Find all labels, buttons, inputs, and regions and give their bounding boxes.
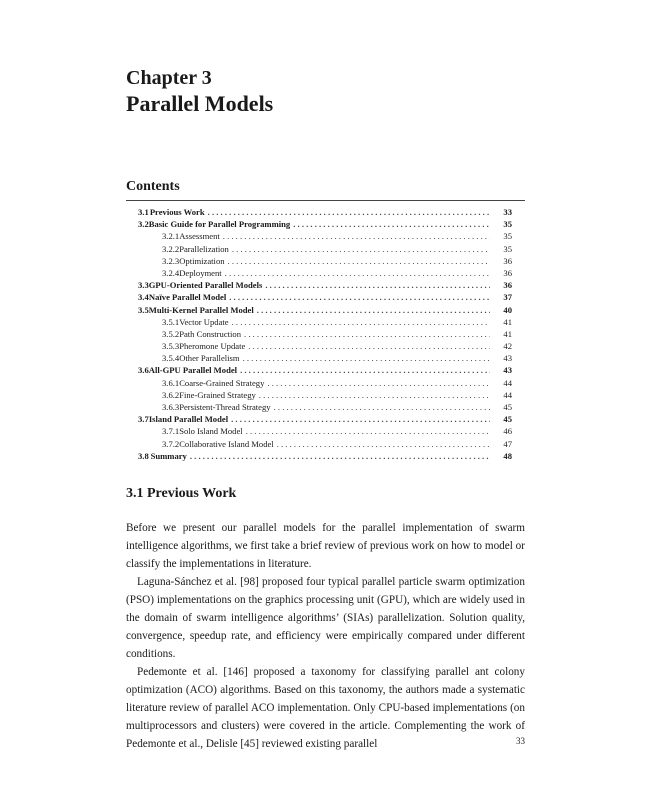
toc-dot-leader — [240, 364, 490, 376]
toc-entry-title: Coarse-Grained Strategy — [179, 377, 265, 388]
toc-dot-leader — [265, 279, 490, 291]
toc-entry — [126, 377, 512, 389]
toc-entry-page: 35 — [503, 219, 512, 230]
body-paragraph: Laguna-Sánchez et al. [98] proposed four typical parallel particle swarm optimization (PSO) implementations on the graphics processing unit (GPU), which are widely used in the domain of swarm intelligence algorithms’ (SIAs) parallelization. Solution quality, convergence, speedup rate, and efficiency were empirically compared under different conditions. — [126, 576, 525, 660]
toc-entry-page: 41 — [503, 316, 512, 327]
toc-entry-page: 35 — [503, 231, 512, 242]
toc-entry-number: 3.2.1 — [162, 231, 180, 242]
toc-entry-page: 36 — [503, 280, 512, 291]
toc-entry-title: Island Parallel Model — [148, 414, 229, 425]
toc-dot-leader — [190, 450, 490, 462]
toc-entry-page: 47 — [503, 438, 512, 449]
toc-entry-number: 3.2.2 — [162, 243, 180, 254]
toc-entry-title: Summary — [150, 450, 187, 461]
toc-entry-page: 37 — [503, 292, 512, 303]
toc-entry-page: 43 — [503, 365, 512, 376]
toc-entry-title: Multi-Kernel Parallel Model — [148, 304, 254, 315]
toc-entry-number: 3.7 — [138, 414, 149, 425]
toc-entry-page: 36 — [503, 267, 512, 278]
toc-entry — [126, 206, 512, 218]
toc-entry-number: 3.7.2 — [162, 438, 180, 449]
toc-entry-number: 3.6.3 — [162, 402, 180, 412]
toc-entry-number: 3.5.3 — [162, 341, 180, 352]
contents-divider — [126, 200, 525, 201]
body-paragraph: Pedemonte et al. [146] proposed a taxonomy for classifying parallel ant colony optimization (ACO) algorithms. Based on this taxonomy, the authors made a systematic literature review of parallel ACO implementation. Only CPU-based implementations (on multiprocessors and clusters) were covered in the article. Complementing the work of Pedemonte et al., Delisle [45] reviewed existing parallel — [126, 666, 525, 750]
toc-entry-number: 3.6.2 — [162, 389, 180, 400]
toc-entry-title: Solo Island Model — [179, 426, 243, 437]
toc-dot-leader — [277, 438, 490, 450]
toc-dot-leader — [223, 230, 490, 242]
toc-entry — [126, 328, 512, 340]
toc-entry — [126, 364, 512, 376]
toc-entry — [126, 255, 512, 267]
toc-dot-leader — [229, 291, 490, 303]
toc-entry — [126, 413, 512, 425]
table-of-contents — [126, 206, 512, 462]
toc-dot-leader — [248, 340, 490, 352]
toc-entry-page: 44 — [503, 377, 512, 388]
toc-dot-leader — [259, 389, 490, 401]
section-body — [126, 519, 525, 753]
toc-dot-leader — [225, 267, 490, 279]
toc-entry-number: 3.5.4 — [162, 353, 180, 364]
toc-dot-leader — [293, 218, 490, 230]
toc-entry — [126, 291, 512, 303]
toc-dot-leader — [232, 316, 490, 328]
toc-entry — [126, 438, 512, 450]
toc-entry — [126, 401, 512, 413]
toc-entry-page: 36 — [503, 255, 512, 266]
toc-entry — [126, 243, 512, 255]
section-heading: 3.1 Previous Work — [126, 486, 237, 501]
page-number: 33 — [516, 736, 525, 746]
toc-entry — [126, 450, 512, 462]
toc-entry-title: Persistent-Thread Strategy — [179, 402, 271, 412]
toc-entry-page: 35 — [503, 243, 512, 254]
toc-entry-title: All-GPU Parallel Model — [148, 365, 238, 376]
toc-entry-title: Fine-Grained Strategy — [179, 389, 256, 400]
toc-entry-page: 43 — [503, 353, 512, 364]
toc-entry — [126, 279, 512, 291]
toc-entry-title: Path Construction — [179, 328, 242, 339]
toc-entry-title: GPU-Oriented Parallel Models — [148, 280, 263, 291]
toc-entry-page: 46 — [503, 426, 512, 437]
toc-entry-title: Naïve Parallel Model — [148, 292, 227, 303]
chapter-title: Parallel Models — [126, 91, 274, 116]
toc-entry-title: Previous Work — [149, 207, 205, 217]
toc-entry — [126, 389, 512, 401]
toc-entry-number: 3.2 — [138, 219, 149, 230]
toc-entry-page: 44 — [503, 389, 512, 400]
chapter-label: Chapter 3 — [126, 67, 212, 89]
toc-entry — [126, 304, 512, 316]
toc-entry-page: 45 — [503, 402, 512, 412]
toc-entry — [126, 218, 512, 230]
toc-entry-number: 3.5.1 — [162, 316, 180, 327]
toc-entry-title: Collaborative Island Model — [179, 438, 274, 449]
toc-entry-number: 3.5 — [138, 304, 149, 315]
toc-entry — [126, 316, 512, 328]
toc-entry — [126, 267, 512, 279]
toc-entry-number: 3.6.1 — [162, 377, 180, 388]
toc-entry-number: 3.7.1 — [162, 426, 180, 437]
toc-dot-leader — [232, 243, 490, 255]
toc-entry-number: 3.1 — [138, 207, 149, 217]
toc-entry-number: 3.2.4 — [162, 267, 180, 278]
toc-entry — [126, 340, 512, 352]
toc-dot-leader — [267, 377, 490, 389]
toc-entry-page: 48 — [503, 450, 512, 461]
toc-entry-page: 45 — [503, 414, 512, 425]
toc-dot-leader — [228, 255, 490, 267]
toc-entry — [126, 352, 512, 364]
toc-entry-title: Assessment — [179, 231, 220, 242]
toc-entry-title: Vector Update — [179, 316, 229, 327]
toc-entry-page: 42 — [503, 341, 512, 352]
toc-entry-title: Deployment — [179, 267, 222, 278]
toc-entry-title: Other Parallelism — [179, 353, 240, 364]
toc-entry-page: 41 — [503, 328, 512, 339]
toc-dot-leader — [257, 304, 490, 316]
toc-dot-leader — [244, 328, 490, 340]
toc-entry-title: Optimization — [179, 255, 225, 266]
toc-entry-title: Pheromone Update — [179, 341, 246, 352]
toc-entry-number: 3.5.2 — [162, 328, 180, 339]
contents-heading: Contents — [126, 179, 180, 194]
toc-dot-leader — [246, 425, 490, 437]
toc-entry-number: 3.3 — [138, 280, 149, 291]
toc-entry-page: 33 — [503, 207, 512, 217]
toc-entry-number: 3.4 — [138, 292, 149, 303]
toc-dot-leader — [231, 413, 490, 425]
toc-dot-leader — [208, 206, 490, 218]
body-paragraph: Before we present our parallel models for the parallel implementation of swarm intelligence algorithms, we first take a brief review of previous work on how to model or classify the implementations in literature. — [126, 522, 525, 570]
toc-entry — [126, 230, 512, 242]
toc-entry-page: 40 — [503, 304, 512, 315]
toc-entry-title: Parallelization — [179, 243, 229, 254]
toc-dot-leader — [274, 401, 490, 413]
toc-entry — [126, 425, 512, 437]
toc-entry-title: Basic Guide for Parallel Programming — [148, 219, 291, 230]
toc-entry-number: 3.2.3 — [162, 255, 180, 266]
toc-dot-leader — [243, 352, 490, 364]
toc-entry-number: 3.8 — [138, 450, 149, 461]
toc-entry-number: 3.6 — [138, 365, 149, 376]
